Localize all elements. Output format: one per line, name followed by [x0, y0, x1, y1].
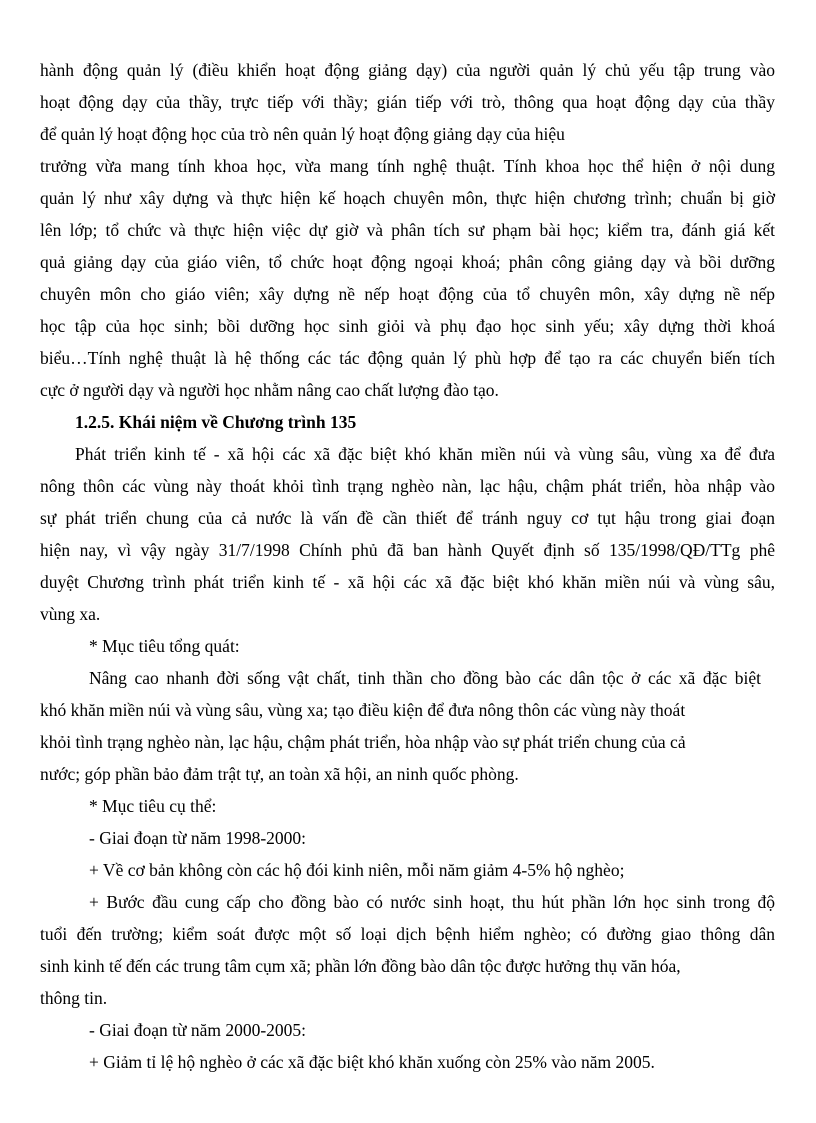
paragraph-line: duyệt Chương trình phát triển kinh tế - xã hội các xã đặc biệt khó khăn miền núi và vùng sâu, [40, 572, 775, 592]
paragraph-line: biểu…Tính nghệ thuật là hệ thống các tác động quản lý phù hợp để tạo ra các chuyển biến tích [40, 348, 775, 368]
paragraph-line: tuổi đến trường; kiểm soát được một số loại dịch bệnh hiểm nghèo; có đường giao thông dân [40, 924, 775, 944]
paragraph-line: hoạt động dạy của thầy, trực tiếp với thầy; gián tiếp với trò, thông qua hoạt động dạy của thầy [40, 92, 775, 112]
phase-label: - Giai đoạn từ năm 1998-2000: [89, 828, 307, 848]
paragraph-line: vùng xa. [40, 604, 101, 624]
paragraph-line: quản lý như xây dựng và thực hiện kế hoạch chuyên môn, thực hiện chương trình; chuẩn bị giờ [40, 188, 775, 208]
list-item: + Về cơ bản không còn các hộ đói kinh niên, mỗi năm giảm 4-5% hộ nghèo; [89, 860, 625, 880]
paragraph-line: hiện nay, vì vậy ngày 31/7/1998 Chính phủ đã ban hành Quyết định số 135/1998/QĐ/TTg phê [40, 540, 775, 560]
paragraph-line: Phát triển kinh tế - xã hội các xã đặc biệt khó khăn miền núi và vùng sâu, vùng xa để đưa [75, 444, 775, 464]
paragraph-line: nước; góp phần bảo đảm trật tự, an toàn xã hội, an ninh quốc phòng. [40, 764, 519, 784]
paragraph-line: quả giảng dạy của giáo viên, tổ chức hoạt động ngoại khoá; phân công giảng dạy và bồi dưỡng [40, 252, 775, 272]
section-heading: 1.2.5. Khái niệm về Chương trình 135 [75, 412, 357, 432]
paragraph-line: sự phát triển chung của cả nước là vấn đề cần thiết để tránh nguy cơ tụt hậu trong giai đoạn [40, 508, 775, 528]
paragraph-line: thông tin. [40, 988, 108, 1008]
paragraph-line: chuyên môn cho giáo viên; xây dựng nề nếp hoạt động của tổ chuyên môn, xây dựng nề nếp [40, 284, 775, 304]
paragraph-line: sinh kinh tế đến các trung tâm cụm xã; phần lớn đồng bào dân tộc được hưởng thụ văn hóa, [40, 956, 681, 976]
paragraph-line: cực ở người dạy và người học nhằm nâng cao chất lượng đào tạo. [40, 380, 499, 400]
paragraph-line: nông thôn các vùng này thoát khỏi tình trạng nghèo nàn, lạc hậu, chậm phát triển, hòa nhập vào [40, 476, 775, 496]
list-item: + Bước đầu cung cấp cho đồng bào có nước sinh hoạt, thu hút phần lớn học sinh trong độ [89, 892, 775, 912]
list-item: + Giảm tỉ lệ hộ nghèo ở các xã đặc biệt khó khăn xuống còn 25% vào năm 2005. [89, 1052, 655, 1072]
paragraph-line: khó khăn miền núi và vùng sâu, vùng xa; tạo điều kiện để đưa nông thôn các vùng này thoát [40, 700, 686, 720]
specific-goal-label: * Mục tiêu cụ thể: [89, 796, 217, 816]
paragraph-line: Nâng cao nhanh đời sống vật chất, tinh thần cho đồng bào các dân tộc ở các xã đặc biệt [89, 668, 761, 688]
paragraph-line: lên lớp; tổ chức và thực hiện việc dự giờ và phân tích sư phạm bài học; kiểm tra, đánh giá kết [40, 220, 775, 240]
paragraph-line: hành động quản lý (điều khiển hoạt động giảng dạy) của người quản lý chủ yếu tập trung vào [40, 60, 775, 80]
paragraph-line: trưởng vừa mang tính khoa học, vừa mang tính nghệ thuật. Tính khoa học thể hiện ở nội dung [40, 156, 775, 176]
paragraph-line: để quản lý hoạt động học của trò nên quản lý hoạt động giảng dạy của hiệu [40, 124, 565, 144]
general-goal-label: * Mục tiêu tổng quát: [89, 636, 240, 656]
phase-label: - Giai đoạn từ năm 2000-2005: [89, 1020, 307, 1040]
paragraph-line: học tập của học sinh; bồi dưỡng học sinh giỏi và phụ đạo học sinh yếu; xây dựng thời khoá [40, 316, 775, 336]
paragraph-line: khỏi tình trạng nghèo nàn, lạc hậu, chậm phát triển, hòa nhập vào sự phát triển chung của cả [40, 732, 686, 752]
